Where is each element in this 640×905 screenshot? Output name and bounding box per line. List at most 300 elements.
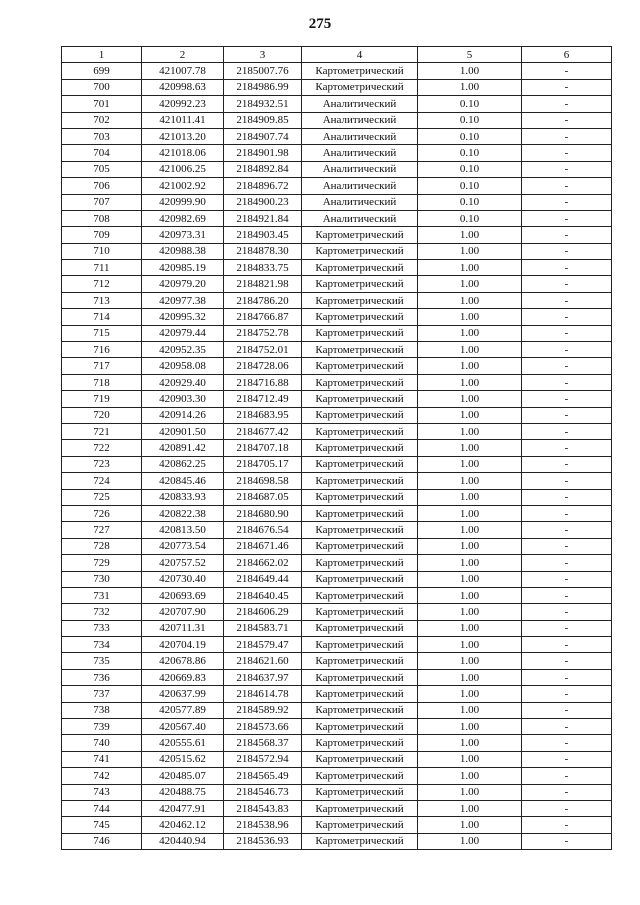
y-coordinate-cell: 2184900.23 — [224, 194, 302, 210]
note-cell: - — [522, 407, 612, 423]
coordinates-table — [61, 46, 612, 850]
accuracy-cell: 1.00 — [418, 456, 522, 472]
method-cell: Картометрический — [302, 456, 418, 472]
note-cell: - — [522, 751, 612, 767]
x-coordinate-cell: 420845.46 — [142, 473, 224, 489]
y-coordinate-cell: 2184579.47 — [224, 637, 302, 653]
x-coordinate-cell: 420998.63 — [142, 79, 224, 95]
accuracy-cell: 1.00 — [418, 260, 522, 276]
y-coordinate-cell: 2184901.98 — [224, 145, 302, 161]
note-cell: - — [522, 571, 612, 587]
point-number-cell: 706 — [62, 178, 142, 194]
note-cell: - — [522, 178, 612, 194]
table-row — [62, 719, 612, 735]
y-coordinate-cell: 2184705.17 — [224, 456, 302, 472]
accuracy-cell: 1.00 — [418, 292, 522, 308]
point-number-cell: 739 — [62, 719, 142, 735]
method-cell: Картометрический — [302, 784, 418, 800]
table-row — [62, 637, 612, 653]
y-coordinate-cell: 2184687.05 — [224, 489, 302, 505]
table-row — [62, 260, 612, 276]
accuracy-cell: 1.00 — [418, 374, 522, 390]
note-cell: - — [522, 292, 612, 308]
x-coordinate-cell: 420567.40 — [142, 719, 224, 735]
note-cell: - — [522, 473, 612, 489]
x-coordinate-cell: 420757.52 — [142, 555, 224, 571]
table-row — [62, 735, 612, 751]
y-coordinate-cell: 2184878.30 — [224, 243, 302, 259]
x-coordinate-cell: 421018.06 — [142, 145, 224, 161]
accuracy-cell: 1.00 — [418, 358, 522, 374]
method-cell: Картометрический — [302, 686, 418, 702]
table-row — [62, 440, 612, 456]
accuracy-cell: 1.00 — [418, 407, 522, 423]
note-cell: - — [522, 325, 612, 341]
accuracy-cell: 1.00 — [418, 63, 522, 79]
note-cell: - — [522, 505, 612, 521]
y-coordinate-cell: 2184821.98 — [224, 276, 302, 292]
accuracy-cell: 1.00 — [418, 686, 522, 702]
y-coordinate-cell: 2184716.88 — [224, 374, 302, 390]
y-coordinate-cell: 2184766.87 — [224, 309, 302, 325]
method-cell: Картометрический — [302, 522, 418, 538]
note-cell: - — [522, 637, 612, 653]
x-coordinate-cell: 420440.94 — [142, 833, 224, 849]
method-cell: Картометрический — [302, 374, 418, 390]
method-cell: Картометрический — [302, 538, 418, 554]
accuracy-cell: 1.00 — [418, 604, 522, 620]
point-number-cell: 718 — [62, 374, 142, 390]
table-header — [62, 47, 612, 63]
x-coordinate-cell: 420555.61 — [142, 735, 224, 751]
point-number-cell: 704 — [62, 145, 142, 161]
table-row — [62, 374, 612, 390]
table-row — [62, 128, 612, 144]
table-row — [62, 751, 612, 767]
point-number-cell: 745 — [62, 817, 142, 833]
x-coordinate-cell: 420903.30 — [142, 391, 224, 407]
y-coordinate-cell: 2184573.66 — [224, 719, 302, 735]
y-coordinate-cell: 2184896.72 — [224, 178, 302, 194]
method-cell: Аналитический — [302, 112, 418, 128]
method-cell: Аналитический — [302, 178, 418, 194]
point-number-cell: 728 — [62, 538, 142, 554]
y-coordinate-cell: 2184707.18 — [224, 440, 302, 456]
table-row — [62, 276, 612, 292]
x-coordinate-cell: 420704.19 — [142, 637, 224, 653]
point-number-cell: 710 — [62, 243, 142, 259]
x-coordinate-cell: 420862.25 — [142, 456, 224, 472]
header-row — [62, 47, 612, 63]
y-coordinate-cell: 2184921.84 — [224, 210, 302, 226]
column-header-4: 4 — [302, 47, 418, 63]
x-coordinate-cell: 420999.90 — [142, 194, 224, 210]
table-row — [62, 292, 612, 308]
point-number-cell: 708 — [62, 210, 142, 226]
point-number-cell: 732 — [62, 604, 142, 620]
note-cell: - — [522, 817, 612, 833]
y-coordinate-cell: 2184606.29 — [224, 604, 302, 620]
x-coordinate-cell: 420988.38 — [142, 243, 224, 259]
method-cell: Картометрический — [302, 653, 418, 669]
x-coordinate-cell: 421007.78 — [142, 63, 224, 79]
point-number-cell: 699 — [62, 63, 142, 79]
y-coordinate-cell: 2184698.58 — [224, 473, 302, 489]
method-cell: Картометрический — [302, 637, 418, 653]
y-coordinate-cell: 2184833.75 — [224, 260, 302, 276]
point-number-cell: 742 — [62, 768, 142, 784]
x-coordinate-cell: 420707.90 — [142, 604, 224, 620]
method-cell: Картометрический — [302, 325, 418, 341]
method-cell: Картометрический — [302, 620, 418, 636]
note-cell: - — [522, 374, 612, 390]
x-coordinate-cell: 420977.38 — [142, 292, 224, 308]
x-coordinate-cell: 420730.40 — [142, 571, 224, 587]
note-cell: - — [522, 587, 612, 603]
accuracy-cell: 1.00 — [418, 833, 522, 849]
method-cell: Картометрический — [302, 571, 418, 587]
accuracy-cell: 1.00 — [418, 342, 522, 358]
note-cell: - — [522, 768, 612, 784]
note-cell: - — [522, 456, 612, 472]
method-cell: Картометрический — [302, 604, 418, 620]
method-cell: Картометрический — [302, 243, 418, 259]
x-coordinate-cell: 420901.50 — [142, 423, 224, 439]
x-coordinate-cell: 421006.25 — [142, 161, 224, 177]
method-cell: Картометрический — [302, 833, 418, 849]
table-row — [62, 669, 612, 685]
y-coordinate-cell: 2184637.97 — [224, 669, 302, 685]
accuracy-cell: 1.00 — [418, 702, 522, 718]
point-number-cell: 703 — [62, 128, 142, 144]
column-header-2: 2 — [142, 47, 224, 63]
y-coordinate-cell: 2184907.74 — [224, 128, 302, 144]
x-coordinate-cell: 420992.23 — [142, 96, 224, 112]
point-number-cell: 726 — [62, 505, 142, 521]
table-row — [62, 686, 612, 702]
note-cell: - — [522, 702, 612, 718]
method-cell: Аналитический — [302, 145, 418, 161]
note-cell: - — [522, 719, 612, 735]
point-number-cell: 715 — [62, 325, 142, 341]
x-coordinate-cell: 420995.32 — [142, 309, 224, 325]
method-cell: Картометрический — [302, 309, 418, 325]
y-coordinate-cell: 2184677.42 — [224, 423, 302, 439]
point-number-cell: 724 — [62, 473, 142, 489]
note-cell: - — [522, 522, 612, 538]
y-coordinate-cell: 2184649.44 — [224, 571, 302, 587]
table-row — [62, 79, 612, 95]
point-number-cell: 705 — [62, 161, 142, 177]
method-cell: Картометрический — [302, 276, 418, 292]
method-cell: Картометрический — [302, 407, 418, 423]
x-coordinate-cell: 420929.40 — [142, 374, 224, 390]
point-number-cell: 733 — [62, 620, 142, 636]
note-cell: - — [522, 358, 612, 374]
note-cell: - — [522, 63, 612, 79]
y-coordinate-cell: 2184583.71 — [224, 620, 302, 636]
accuracy-cell: 0.10 — [418, 96, 522, 112]
note-cell: - — [522, 391, 612, 407]
note-cell: - — [522, 440, 612, 456]
y-coordinate-cell: 2184752.01 — [224, 342, 302, 358]
method-cell: Картометрический — [302, 702, 418, 718]
method-cell: Картометрический — [302, 555, 418, 571]
x-coordinate-cell: 420982.69 — [142, 210, 224, 226]
table-row — [62, 423, 612, 439]
accuracy-cell: 1.00 — [418, 637, 522, 653]
y-coordinate-cell: 2184892.84 — [224, 161, 302, 177]
accuracy-cell: 1.00 — [418, 768, 522, 784]
table-row — [62, 571, 612, 587]
accuracy-cell: 1.00 — [418, 423, 522, 439]
table-row — [62, 161, 612, 177]
x-coordinate-cell: 420488.75 — [142, 784, 224, 800]
note-cell: - — [522, 686, 612, 702]
method-cell: Картометрический — [302, 227, 418, 243]
method-cell: Картометрический — [302, 342, 418, 358]
point-number-cell: 719 — [62, 391, 142, 407]
note-cell: - — [522, 161, 612, 177]
point-number-cell: 731 — [62, 587, 142, 603]
note-cell: - — [522, 96, 612, 112]
accuracy-cell: 1.00 — [418, 309, 522, 325]
note-cell: - — [522, 669, 612, 685]
method-cell: Картометрический — [302, 505, 418, 521]
accuracy-cell: 1.00 — [418, 653, 522, 669]
accuracy-cell: 1.00 — [418, 538, 522, 554]
table-row — [62, 243, 612, 259]
point-number-cell: 744 — [62, 800, 142, 816]
accuracy-cell: 1.00 — [418, 522, 522, 538]
table-row — [62, 325, 612, 341]
note-cell: - — [522, 555, 612, 571]
y-coordinate-cell: 2184568.37 — [224, 735, 302, 751]
table-row — [62, 653, 612, 669]
point-number-cell: 716 — [62, 342, 142, 358]
table-body — [62, 63, 612, 850]
accuracy-cell: 1.00 — [418, 735, 522, 751]
y-coordinate-cell: 2184909.85 — [224, 112, 302, 128]
x-coordinate-cell: 420477.91 — [142, 800, 224, 816]
x-coordinate-cell: 421011.41 — [142, 112, 224, 128]
x-coordinate-cell: 420678.86 — [142, 653, 224, 669]
point-number-cell: 721 — [62, 423, 142, 439]
method-cell: Картометрический — [302, 669, 418, 685]
y-coordinate-cell: 2184614.78 — [224, 686, 302, 702]
table-row — [62, 407, 612, 423]
point-number-cell: 722 — [62, 440, 142, 456]
y-coordinate-cell: 2184986.99 — [224, 79, 302, 95]
point-number-cell: 736 — [62, 669, 142, 685]
table-row — [62, 112, 612, 128]
table-row — [62, 227, 612, 243]
method-cell: Аналитический — [302, 194, 418, 210]
method-cell: Картометрический — [302, 79, 418, 95]
accuracy-cell: 0.10 — [418, 145, 522, 161]
note-cell: - — [522, 112, 612, 128]
x-coordinate-cell: 420952.35 — [142, 342, 224, 358]
method-cell: Аналитический — [302, 128, 418, 144]
accuracy-cell: 1.00 — [418, 505, 522, 521]
note-cell: - — [522, 194, 612, 210]
column-header-5: 5 — [418, 47, 522, 63]
accuracy-cell: 0.10 — [418, 112, 522, 128]
y-coordinate-cell: 2184662.02 — [224, 555, 302, 571]
note-cell: - — [522, 79, 612, 95]
method-cell: Картометрический — [302, 800, 418, 816]
accuracy-cell: 1.00 — [418, 555, 522, 571]
y-coordinate-cell: 2184676.54 — [224, 522, 302, 538]
method-cell: Картометрический — [302, 440, 418, 456]
y-coordinate-cell: 2184536.93 — [224, 833, 302, 849]
y-coordinate-cell: 2184712.49 — [224, 391, 302, 407]
note-cell: - — [522, 227, 612, 243]
point-number-cell: 714 — [62, 309, 142, 325]
x-coordinate-cell: 420669.83 — [142, 669, 224, 685]
y-coordinate-cell: 2184728.06 — [224, 358, 302, 374]
column-header-3: 3 — [224, 47, 302, 63]
note-cell: - — [522, 620, 612, 636]
accuracy-cell: 1.00 — [418, 587, 522, 603]
table-row — [62, 489, 612, 505]
table-row — [62, 473, 612, 489]
accuracy-cell: 1.00 — [418, 719, 522, 735]
table-row — [62, 522, 612, 538]
table-row — [62, 391, 612, 407]
table-row — [62, 800, 612, 816]
note-cell: - — [522, 243, 612, 259]
y-coordinate-cell: 2184680.90 — [224, 505, 302, 521]
y-coordinate-cell: 2184572.94 — [224, 751, 302, 767]
x-coordinate-cell: 420813.50 — [142, 522, 224, 538]
accuracy-cell: 1.00 — [418, 227, 522, 243]
accuracy-cell: 1.00 — [418, 391, 522, 407]
x-coordinate-cell: 420711.31 — [142, 620, 224, 636]
accuracy-cell: 1.00 — [418, 489, 522, 505]
table-row — [62, 96, 612, 112]
y-coordinate-cell: 2184903.45 — [224, 227, 302, 243]
point-number-cell: 700 — [62, 79, 142, 95]
accuracy-cell: 0.10 — [418, 194, 522, 210]
table-row — [62, 587, 612, 603]
accuracy-cell: 1.00 — [418, 751, 522, 767]
x-coordinate-cell: 421013.20 — [142, 128, 224, 144]
method-cell: Аналитический — [302, 161, 418, 177]
page-number: 275 — [308, 16, 332, 32]
accuracy-cell: 1.00 — [418, 79, 522, 95]
y-coordinate-cell: 2184589.92 — [224, 702, 302, 718]
x-coordinate-cell: 420833.93 — [142, 489, 224, 505]
note-cell: - — [522, 423, 612, 439]
y-coordinate-cell: 2184752.78 — [224, 325, 302, 341]
method-cell: Картометрический — [302, 489, 418, 505]
x-coordinate-cell: 420693.69 — [142, 587, 224, 603]
table-row — [62, 538, 612, 554]
accuracy-cell: 1.00 — [418, 784, 522, 800]
accuracy-cell: 1.00 — [418, 620, 522, 636]
note-cell: - — [522, 210, 612, 226]
y-coordinate-cell: 2184546.73 — [224, 784, 302, 800]
note-cell: - — [522, 604, 612, 620]
note-cell: - — [522, 145, 612, 161]
x-coordinate-cell: 420979.20 — [142, 276, 224, 292]
method-cell: Картометрический — [302, 63, 418, 79]
note-cell: - — [522, 342, 612, 358]
accuracy-cell: 0.10 — [418, 128, 522, 144]
x-coordinate-cell: 420958.08 — [142, 358, 224, 374]
x-coordinate-cell: 420773.54 — [142, 538, 224, 554]
x-coordinate-cell: 420891.42 — [142, 440, 224, 456]
table-row — [62, 210, 612, 226]
y-coordinate-cell: 2184932.51 — [224, 96, 302, 112]
point-number-cell: 734 — [62, 637, 142, 653]
point-number-cell: 720 — [62, 407, 142, 423]
x-coordinate-cell: 421002.92 — [142, 178, 224, 194]
x-coordinate-cell: 420973.31 — [142, 227, 224, 243]
method-cell: Картометрический — [302, 391, 418, 407]
y-coordinate-cell: 2184543.83 — [224, 800, 302, 816]
point-number-cell: 743 — [62, 784, 142, 800]
method-cell: Картометрический — [302, 719, 418, 735]
column-header-1: 1 — [62, 47, 142, 63]
table-row — [62, 145, 612, 161]
method-cell: Картометрический — [302, 423, 418, 439]
point-number-cell: 713 — [62, 292, 142, 308]
accuracy-cell: 1.00 — [418, 473, 522, 489]
accuracy-cell: 1.00 — [418, 669, 522, 685]
note-cell: - — [522, 260, 612, 276]
accuracy-cell: 0.10 — [418, 178, 522, 194]
table-row — [62, 309, 612, 325]
x-coordinate-cell: 420985.19 — [142, 260, 224, 276]
method-cell: Картометрический — [302, 260, 418, 276]
point-number-cell: 727 — [62, 522, 142, 538]
note-cell: - — [522, 309, 612, 325]
note-cell: - — [522, 276, 612, 292]
method-cell: Картометрический — [302, 473, 418, 489]
x-coordinate-cell: 420577.89 — [142, 702, 224, 718]
x-coordinate-cell: 420914.26 — [142, 407, 224, 423]
table-row — [62, 456, 612, 472]
note-cell: - — [522, 735, 612, 751]
table-row — [62, 63, 612, 79]
note-cell: - — [522, 489, 612, 505]
x-coordinate-cell: 420637.99 — [142, 686, 224, 702]
y-coordinate-cell: 2184621.60 — [224, 653, 302, 669]
y-coordinate-cell: 2184640.45 — [224, 587, 302, 603]
table-row — [62, 604, 612, 620]
y-coordinate-cell: 2184683.95 — [224, 407, 302, 423]
table-row — [62, 784, 612, 800]
point-number-cell: 717 — [62, 358, 142, 374]
note-cell: - — [522, 833, 612, 849]
method-cell: Картометрический — [302, 817, 418, 833]
table-row — [62, 555, 612, 571]
point-number-cell: 746 — [62, 833, 142, 849]
accuracy-cell: 1.00 — [418, 800, 522, 816]
point-number-cell: 738 — [62, 702, 142, 718]
table-row — [62, 620, 612, 636]
method-cell: Картометрический — [302, 358, 418, 374]
note-cell: - — [522, 800, 612, 816]
table-row — [62, 505, 612, 521]
accuracy-cell: 0.10 — [418, 161, 522, 177]
table-row — [62, 358, 612, 374]
y-coordinate-cell: 2184538.96 — [224, 817, 302, 833]
table-row — [62, 342, 612, 358]
point-number-cell: 725 — [62, 489, 142, 505]
